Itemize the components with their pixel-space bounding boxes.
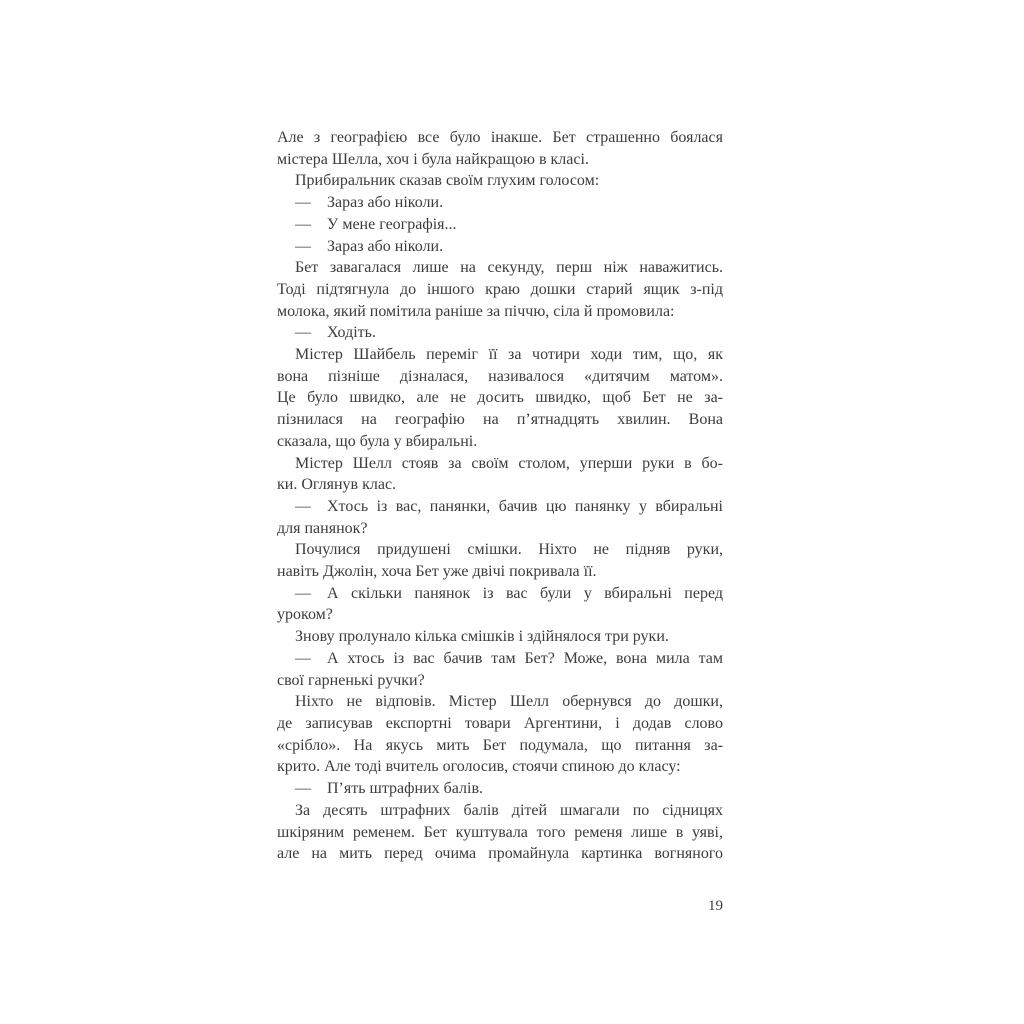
text-line: містера Шелла, хоч і була найкращою в класі. [277, 150, 589, 168]
text-line: За десять штрафних балів дітей шмагали по сідницях [295, 801, 723, 819]
page-number: 19 [708, 898, 723, 914]
text-line: — Хтось із вас, панянки, бачив цю панянку у вбиральні [295, 497, 723, 515]
text-line: Бет завагалася лише на секунду, перш ніж наважитись. [295, 259, 723, 277]
text-line: Але з географією все було інакше. Бет страшенно боялася [277, 129, 723, 146]
text-line: Знову пролунало кілька смішків і здійнялося три руки. [295, 628, 669, 646]
text-line: — У мене географія... [295, 215, 457, 233]
text-line: ки. Оглянув клас. [277, 476, 397, 494]
text-line: шкіряним ременем. Бет куштувала того ременя лише в уяві, [277, 823, 723, 841]
text-line: пізнилася на географію на п’ятнадцять хвилин. Вона [277, 411, 723, 429]
text-line: сказала, що була у вбиральні. [277, 432, 478, 450]
text-line: Тоді підтягнула до іншого краю дошки старий ящик з-під [277, 280, 723, 298]
text-line: Це було швидко, але не досить швидко, щоб Бет не за- [277, 389, 723, 407]
text-line: «срібло». На якусь мить Бет подумала, що питання за- [277, 736, 723, 754]
text-line: навіть Джолін, хоча Бет уже двічі покривала її. [277, 563, 597, 581]
text-line: але на мить перед очима промайнула картинка вогняного [277, 845, 723, 863]
text-line: Почулися придушені смішки. Ніхто не підняв руки, [295, 541, 723, 559]
text-line: — А хтось із вас бачив там Бет? Може, вона мила там [295, 649, 723, 667]
text-line: — Зараз або ніколи. [295, 194, 444, 212]
text-line: Ніхто не відповів. Містер Шелл обернувся до дошки, [295, 693, 723, 711]
text-line: — А скільки панянок із вас були у вбиральні перед [295, 584, 723, 602]
text-line: — П’ять штрафних балів. [295, 780, 483, 798]
text-line: — Зараз або ніколи. [295, 237, 444, 255]
text-line: крито. Але тоді вчитель оголосив, стоячи спиною до класу: [277, 758, 681, 776]
text-line: для панянок? [277, 519, 368, 537]
text-line: Містер Шайбель переміг її за чотири ходи тим, що, як [295, 346, 723, 364]
text-line: уроком? [277, 606, 333, 624]
text-line: де записував експортні товари Аргентини, і додав слово [277, 714, 723, 732]
text-line: свої гарненькі ручки? [277, 671, 425, 689]
text-line: Прибиральник сказав своїм глухим голосом: [295, 172, 600, 190]
text-line: молока, який помітила раніше за піччю, сіла й промовила: [277, 302, 675, 320]
text-line: — Ходіть. [295, 324, 376, 342]
text-line: вона пізніше дізналася, називалося «дитячим матом». [277, 367, 723, 385]
page-text-block [277, 127, 723, 865]
text-line: Містер Шелл стояв за своїм столом, уперши руки в бо- [295, 454, 723, 472]
